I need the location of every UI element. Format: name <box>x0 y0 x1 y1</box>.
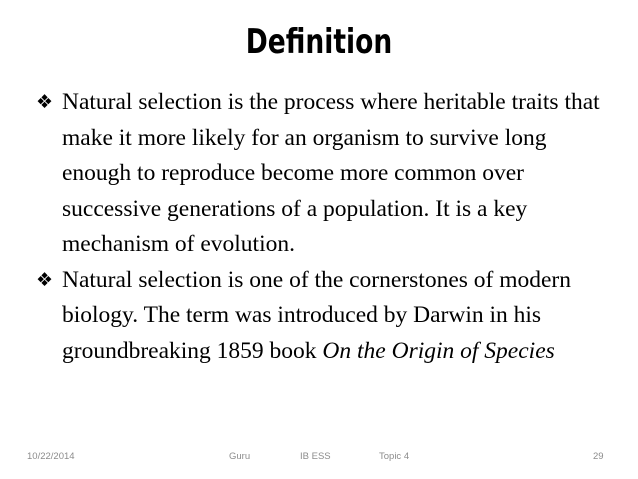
four-diamond-bullet-icon: ❖ <box>36 91 54 113</box>
footer-course: IB ESS <box>300 451 331 462</box>
book-title: On the Origin of Species <box>322 337 555 364</box>
bullet-item <box>36 85 616 263</box>
footer-date: 10/22/2014 <box>27 451 75 462</box>
page-number: 29 <box>593 451 604 462</box>
footer-topic: Topic 4 <box>379 451 410 462</box>
bullet-text: Natural selection is one of the cornerstones of modern biology. The term was introduced by Darwin in his groundbreaking 1859 book <box>62 266 572 364</box>
slide-title: Definition <box>245 22 393 62</box>
bullet-list <box>36 85 616 369</box>
bullet-text: Natural selection is the process where heritable traits that make it more likely for an organism to survive long enough to reproduce become more common over successive generations of a population. It is a key mechanism of evolution. <box>62 89 600 257</box>
bullet-item <box>36 263 616 370</box>
four-diamond-bullet-icon: ❖ <box>36 268 54 291</box>
footer-author: Guru <box>229 451 251 462</box>
